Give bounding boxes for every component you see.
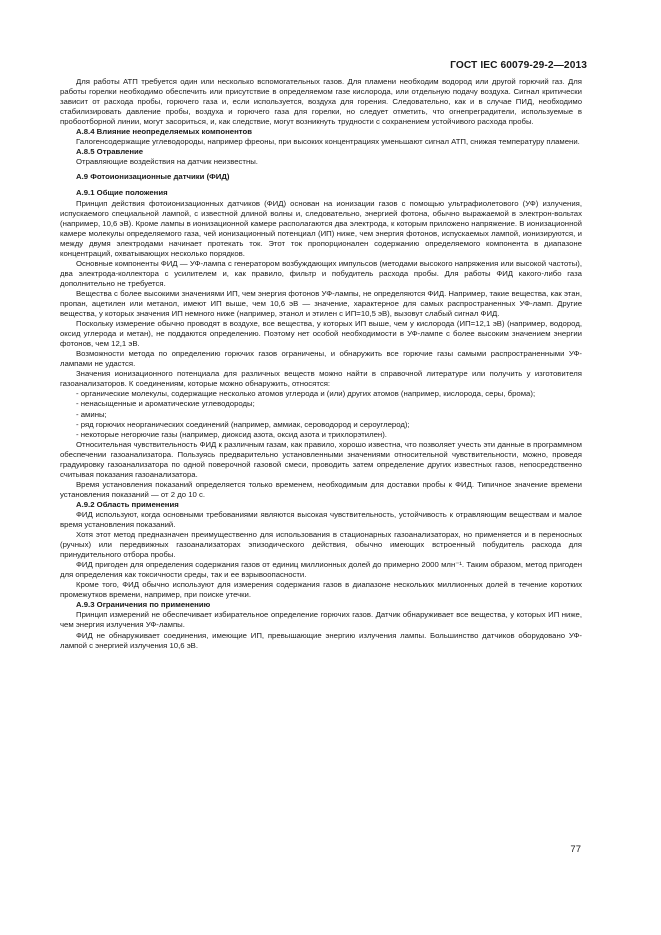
paragraph: Хотя этот метод предназначен преимущественно для использования в стационарных газоанализаторах, но применяется и в переносных (ручных) или передвижных газоанализаторах эпизодического действия, обычно имеющих встроенный побудитель расхода для принудительного отбора пробы. — [60, 530, 582, 560]
list-item: - органические молекулы, содержащие несколько атомов углерода и (или) других атомов (например, кислорода, серы, брома); — [76, 389, 536, 399]
paragraph: ФИД пригоден для определения содержания газов от единиц миллионных долей до примерно 2000 млн⁻¹. Таким образом, метод пригоден для определения как токсичности среды, так и ее взрывоопасности. — [60, 560, 582, 580]
paragraph: ФИД используют, когда основными требованиями являются высокая чувствительность, устойчивость к отравляющим веществам и малое время установления показаний. — [60, 509, 582, 530]
paragraph: Для работы АТП требуется один или несколько вспомогательных газов. Для пламени необходим водород или другой горючий газ. Для работы горелки необходимо обеспечить или присутствие в определяемом газе кислорода, или отдельную подачу воздуха. Сигнал критически зависит от расхода пробы, горючего газа и, если используется, воздуха для горения. Следовательно, как и в случае ПИД, необходимо стабилизировать давление пробы, воздуха и горючего газа для горелки, но следует отметить, что огнепреградители, используемые в пробоотборной линии, могут засориться, и, как следствие, могут возникнуть трудности с сохранением устойчивого расхода пробы. — [60, 77, 582, 127]
paragraph: Время установления показаний определяется только временем, необходимым для доставки пробы к ФИД. Типичное значение времени установления показаний — от 2 до 10 с. — [60, 479, 582, 499]
section-heading: А.8.5 Отравление — [76, 147, 144, 157]
paragraph: Кроме того, ФИД обычно используют для измерения содержания газов в диапазоне нескольких миллионных долей в течение коротких промежутков времени, например, при поиске утечки. — [60, 580, 582, 600]
section-heading: А.9 Фотоионизационные датчики (ФИД) — [76, 172, 230, 182]
section-heading: А.9.1 Общие положения — [76, 188, 168, 198]
paragraph: Основные компоненты ФИД — УФ-лампа с генератором возбуждающих импульсов (методами высокого напряжения или высокой частоты), два электрода-коллектора с усилителем и, как правило, фильтр и побудитель расхода пробы. Для работы ФИД какого-либо газа дополнительно не требуется. — [60, 258, 582, 288]
list-item: - амины; — [76, 409, 107, 419]
paragraph: Галогенсодержащие углеводороды, например фреоны, при высоких концентрациях уменьшают сигнал АТП, снижая температуру пламени. — [76, 137, 580, 147]
list-item: - ненасыщенные и ароматические углеводороды; — [76, 399, 255, 409]
section-heading: А.9.2 Область применения — [76, 499, 179, 509]
paragraph: Поскольку измерение обычно проводят в воздухе, все вещества, у которых ИП выше, чем у кислорода (ИП=12,1 эВ) (например, водород, оксид углерода и метан), не поддаются определению. Поэтому нет особой необходимости в УФ-лампе с более высоким значением энергии фотонов, чем 12,1 эВ. — [60, 319, 582, 349]
section-heading: А.8.4 Влияние неопределяемых компонентов — [76, 127, 252, 137]
standard-header: ГОСТ IEC 60079-29-2—2013 — [450, 60, 587, 71]
paragraph: Принцип действия фотоионизационных датчиков (ФИД) основан на ионизации газов с помощью ультрафиолетового (УФ) излучения, испускаемого специальной лампой, с известной длиной волны и, следовательно, энергией фотона, обычно выражаемой в электрон-вольтах (например, 10,6 эВ). Кроме лампы в ионизационной камере располагаются два электрода, к которым приложено напряжение. В ионизационной камере молекулы определяемого газа, чей ионизационный потенциал (ИП) ниже, чем энергия фотонов, испускаемых лампой, ионизируются, и между двумя электродами начинает протекать ток. Этот ток пропорционален содержанию определяемого компонента в диапазоне концентраций, охватывающих несколько порядков. — [60, 198, 582, 258]
paragraph: Возможности метода по определению горючих газов ограничены, и обнаружить все горючие газы самыми распространенными УФ-лампами не удастся. — [60, 349, 582, 369]
paragraph: Принцип измерений не обеспечивает избирательное определение горючих газов. Датчик обнаруживает все вещества, у которых ИП ниже, чем энергия излучения УФ-лампы. — [60, 610, 582, 630]
paragraph: Значения ионизационного потенциала для различных веществ можно найти в справочной литературе или получить у изготовителя газоанализаторов. К соединениям, которые можно обнаружить, относятся: — [60, 369, 582, 389]
document-body — [60, 77, 582, 651]
paragraph: Отравляющие воздействия на датчик неизвестны. — [76, 157, 258, 167]
list-item: - некоторые негорючие газы (например, диоксид азота, оксид азота и трихлорэтилен). — [76, 429, 387, 439]
paragraph: Вещества с более высокими значениями ИП, чем энергия фотонов УФ-лампы, не определяются ФИД. Например, такие вещества, как этан, пропан, ацетилен или метанол, имеют ИП выше, чем 10,6 эВ — значение, характерное для самых распространенных УФ-ламп. Другие вещества, у которых значения ИП немного ниже (например, этанол и этилен с ИП=10,5 эВ), вызовут слабый сигнал ФИД. — [60, 288, 582, 319]
list-item: - ряд горючих неорганических соединений (например, аммиак, сероводород и сероуглерод); — [76, 419, 410, 429]
paragraph: ФИД не обнаруживает соединения, имеющие ИП, превышающие энергию излучения лампы. Большинство датчиков оборудовано УФ-лампой с энергией излучения 10,6 эВ. — [60, 630, 582, 650]
page-number: 77 — [570, 844, 581, 855]
section-heading: А.9.3 Ограничения по применению — [76, 600, 211, 610]
paragraph: Относительная чувствительность ФИД к различным газам, как правило, хорошо известна, что позволяет учесть эти данные в программном обеспечении газоанализатора. Пользуясь предварительно установленными значениями относительной чувствительности, можно, проведя градуировку газоанализатора по одной поверочной газовой смеси, проводить затем определение других известных газов, непосредственно считывая показания газоанализатора. — [60, 439, 582, 479]
